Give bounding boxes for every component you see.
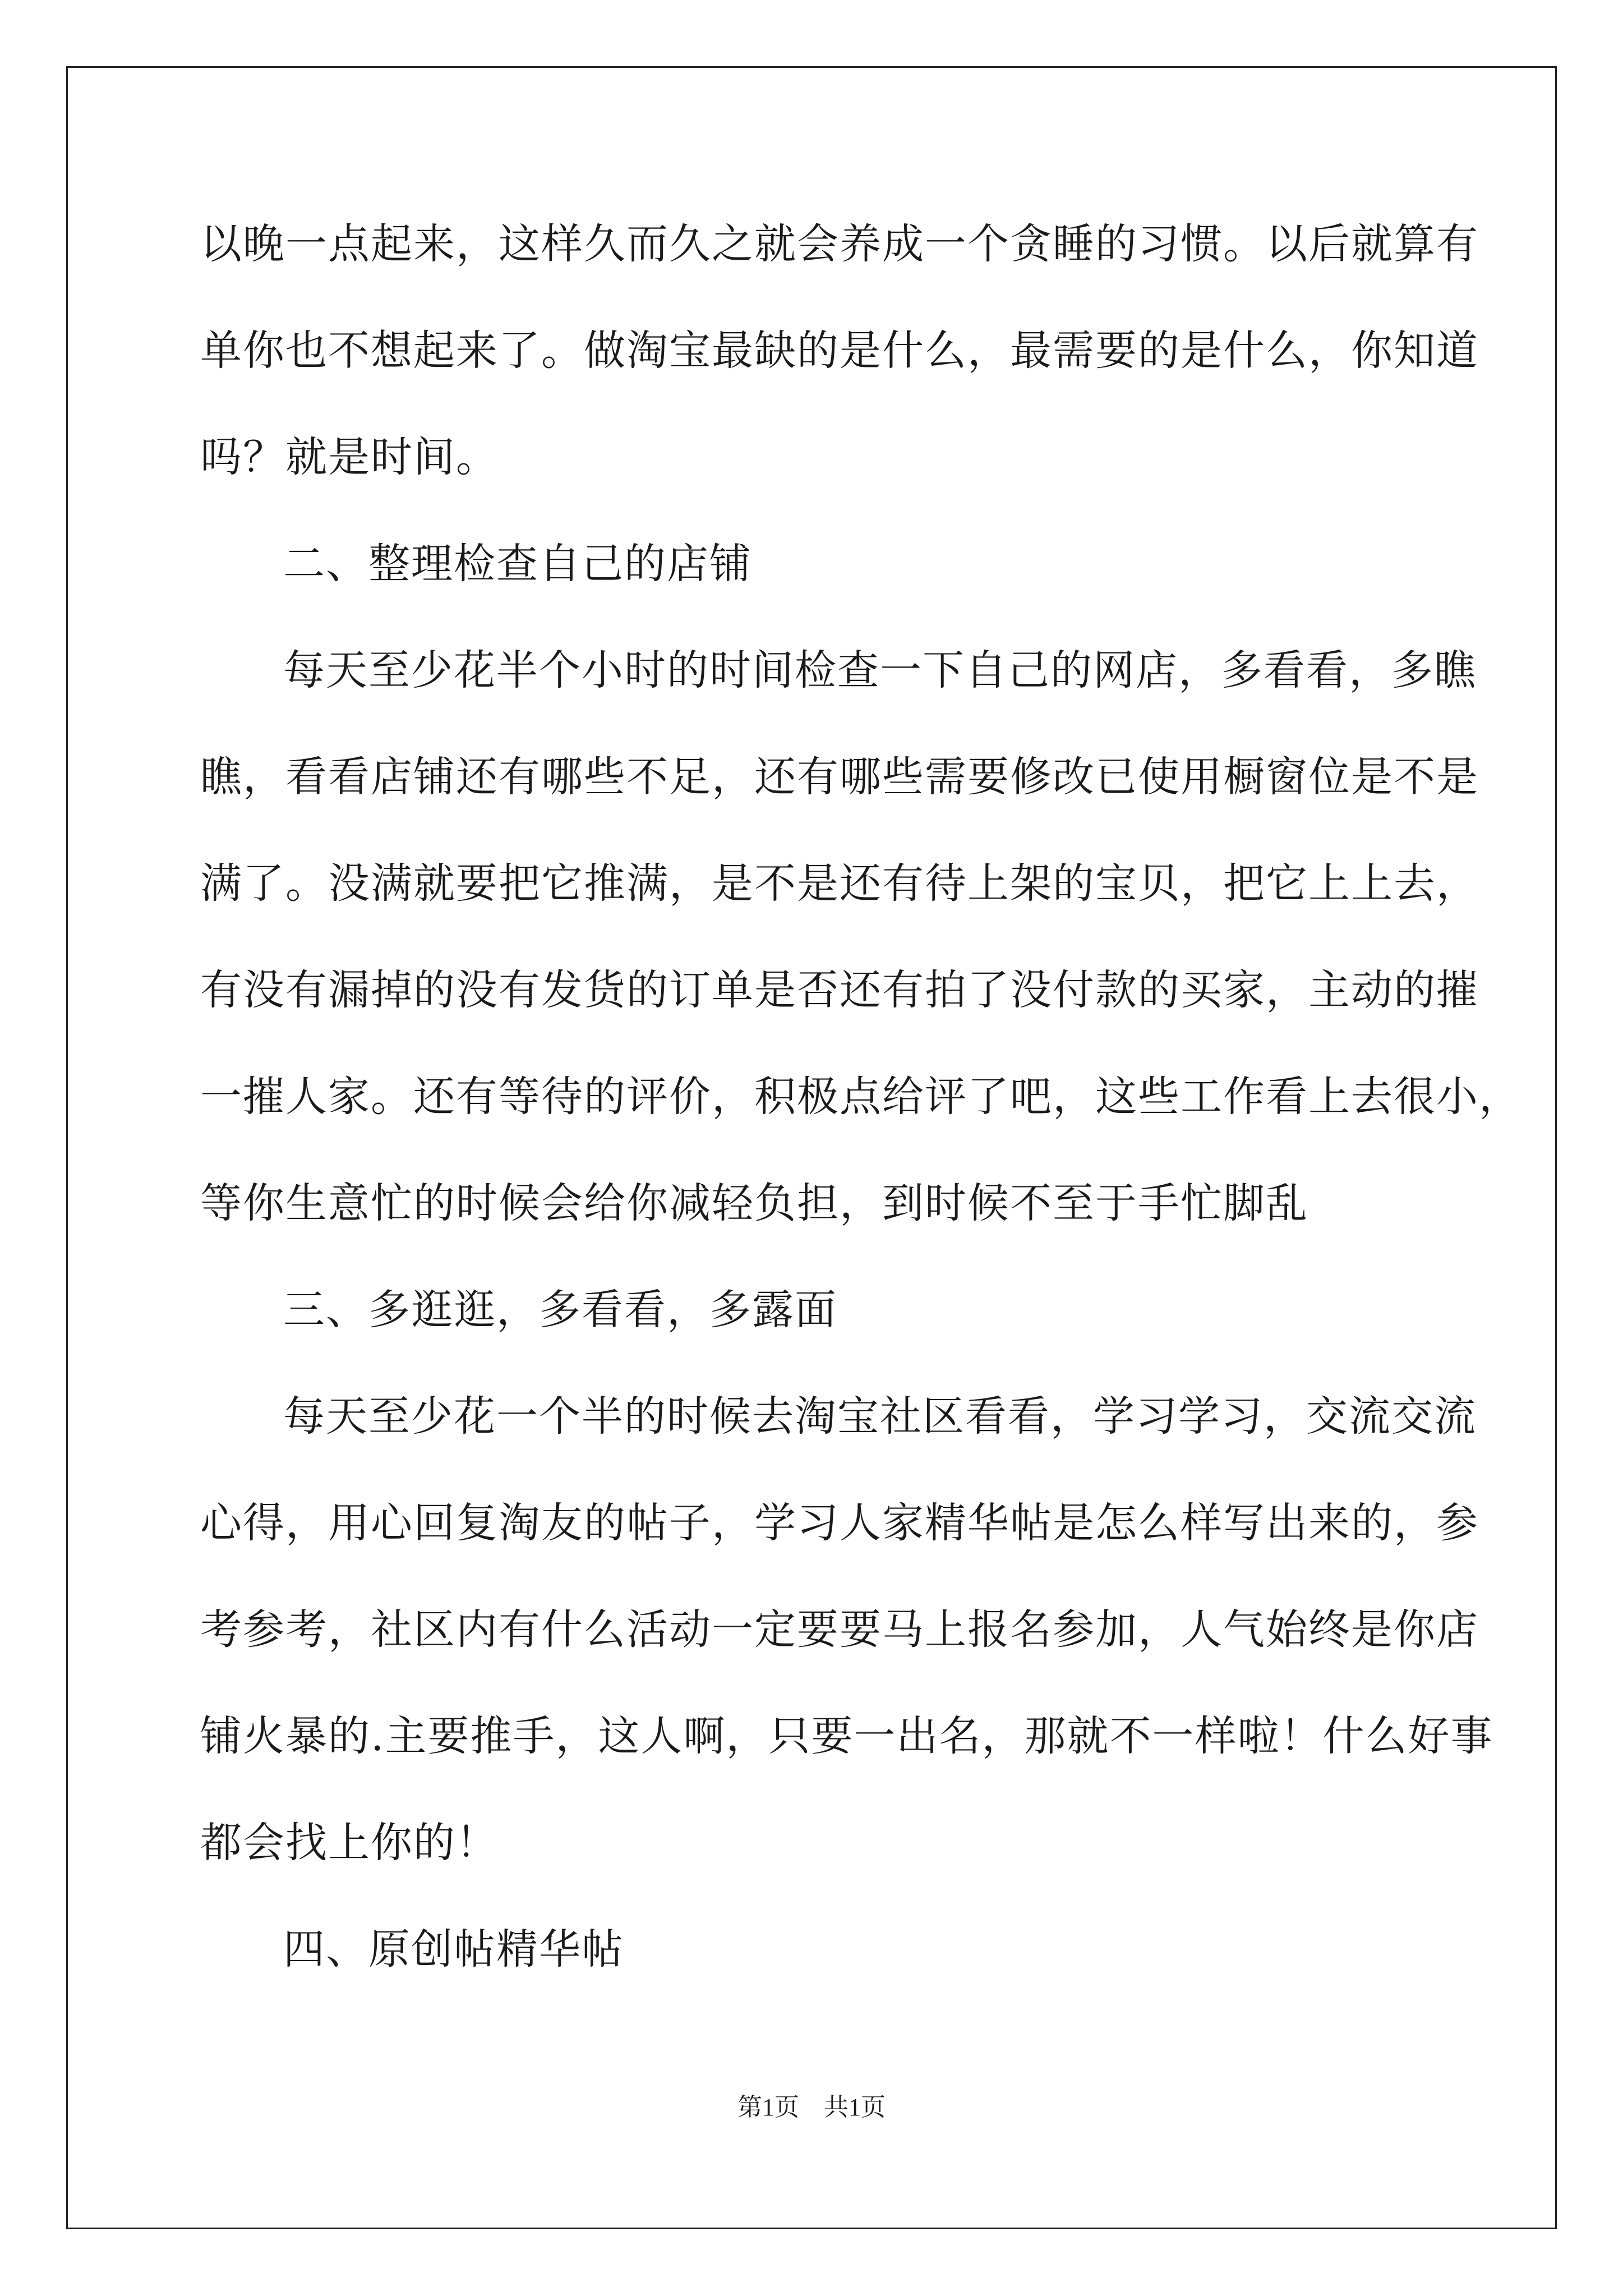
- paragraph-line: 铺火暴的.主要推手，这人啊，只要一出名，那就不一样啦！什么好事: [200, 1712, 1493, 1760]
- page-border: [66, 66, 1557, 2229]
- section-heading: 三、多逛逛，多看看，多露面: [283, 1286, 837, 1334]
- paragraph-line: 考参考，社区内有什么活动一定要要马上报名参加，人气始终是你店: [200, 1605, 1479, 1654]
- paragraph-line: 等你生意忙的时候会给你减轻负担，到时候不至于手忙脚乱: [200, 1179, 1308, 1227]
- paragraph-line: 有没有漏掉的没有发货的订单是否还有拍了没付款的买家，主动的摧: [200, 966, 1479, 1014]
- paragraph-line: 一摧人家。还有等待的评价，积极点给评了吧，这些工作看上去很小，: [200, 1073, 1521, 1121]
- paragraph-line: 每天至少花一个半的时候去淘宝社区看看，学习学习，交流交流: [283, 1392, 1477, 1441]
- section-heading: 二、整理检查自己的店铺: [283, 540, 752, 588]
- paragraph-line: 单你也不想起来了。做淘宝最缺的是什么，最需要的是什么，你知道: [200, 326, 1479, 375]
- paragraph-line: 以晚一点起来，这样久而久之就会养成一个贪睡的习惯。以后就算有: [200, 220, 1479, 268]
- paragraph-line: 每天至少花半个小时的时间检查一下自己的网店，多看看，多瞧: [283, 646, 1477, 694]
- paragraph-line: 吗？就是时间。: [200, 433, 499, 481]
- paragraph-line: 都会找上你的！: [200, 1819, 499, 1867]
- section-heading: 四、原创帖精华帖: [283, 1925, 624, 1973]
- paragraph-line: 心得，用心回复淘友的帖子，学习人家精华帖是怎么样写出来的，参: [200, 1499, 1479, 1547]
- page-number-footer: 第1页 共1页: [737, 2093, 886, 2121]
- paragraph-line: 瞧，看看店铺还有哪些不足，还有哪些需要修改已使用橱窗位是不是: [200, 753, 1479, 801]
- paragraph-line: 满了。没满就要把它推满，是不是还有待上架的宝贝，把它上上去，: [200, 859, 1479, 908]
